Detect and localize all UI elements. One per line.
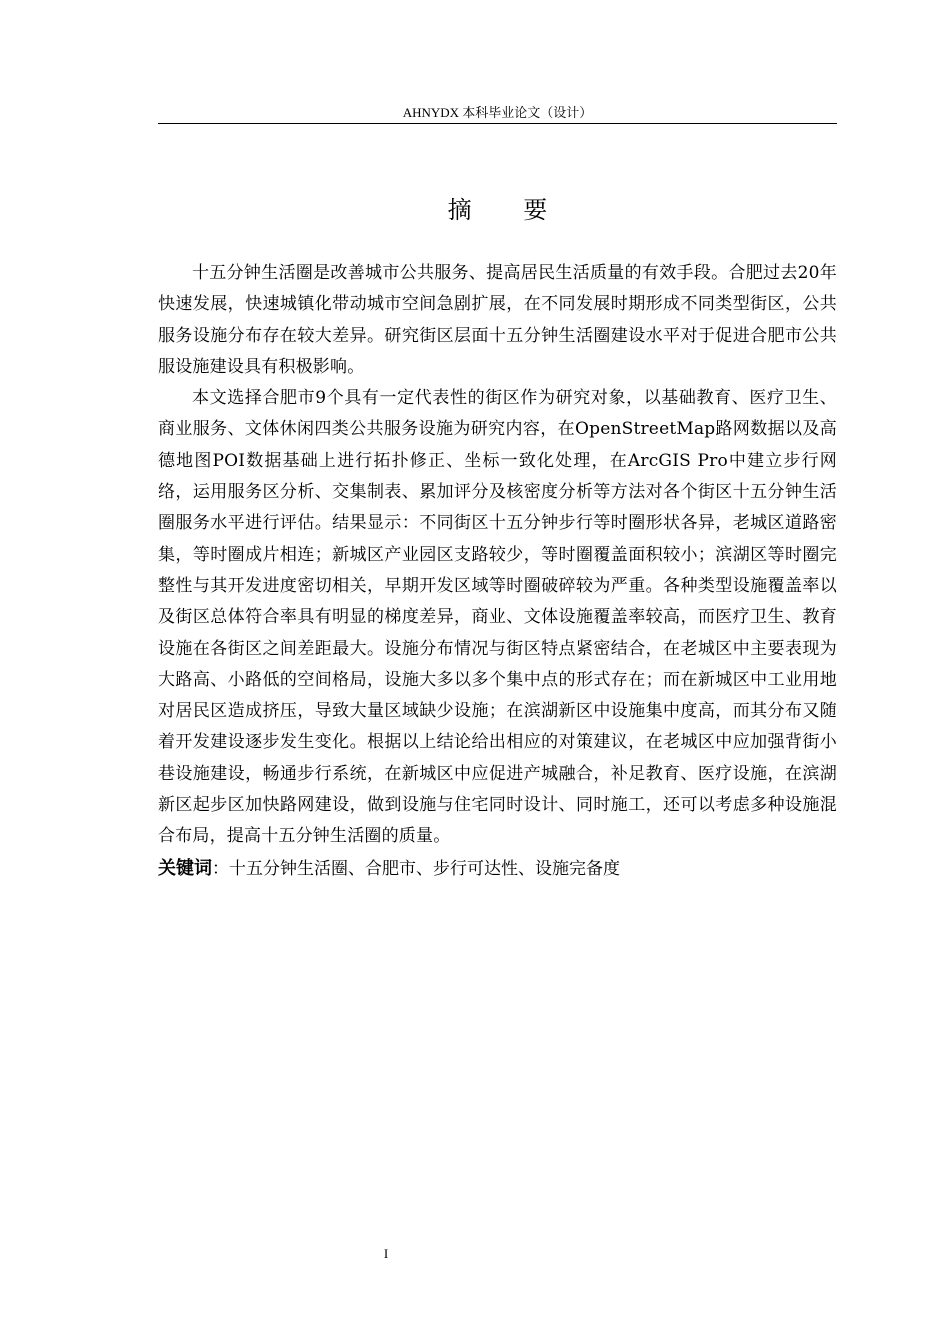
abstract-paragraph-1: 十五分钟生活圈是改善城市公共服务、提高居民生活质量的有效手段。合肥过去20年快速发展，快速城镇化带动城市空间急剧扩展，在不同发展时期形成不同类型街区，公共服务设施分布存在较大差异。研究街区层面十五分钟生活圈建设水平对于促进合肥市公共服设施建设具有积极影响。: [158, 263, 837, 377]
keywords-label: 关键词: [158, 857, 212, 879]
abstract-paragraph-2: 本文选择合肥市9个具有一定代表性的街区作为研究对象，以基础教育、医疗卫生、商业服务、文体休闲四类公共服务设施为研究内容，在OpenStreetMap路网数据以及高德地图POI数据基础上进行拓扑修正、坐标一致化处理，在ArcGIS Pro中建立步行网络，运用服务区分析、交集制表、累加评分及核密度分析等方法对各个街区十五分钟生活圈服务水平进行评估。结果显示：不同街区十五分钟步行等时圈形状各异，老城区道路密集，等时圈成片相连；新城区产业园区支路较少，等时圈覆盖面积较小；滨湖区等时圈完整性与其开发进度密切相关，早期开发区域等时圈破碎较为严重。各种类型设施覆盖率以及街区总体符合率具有明显的梯度差异，商业、文体设施覆盖率较高，而医疗卫生、教育设施在各街区之间差距最大。设施分布情况与街区特点紧密结合，在老城区中主要表现为大路高、小路低的空间格局，设施大多以多个集中点的形式存在；而在新城区中工业用地对居民区造成挤压，导致大量区域缺少设施；在滨湖新区中设施集中度高，而其分布又随着开发建设逐步发生变化。根据以上结论给出相应的对策建议，在老城区中应加强背街小巷设施建设，畅通步行系统，在新城区中应促进产城融合，补足教育、医疗设施，在滨湖新区起步区加快路网建设，做到设施与住宅同时设计、同时施工，还可以考虑多种设施混合布局，提高十五分钟生活圈的质量。: [158, 388, 837, 847]
header-rule: [158, 123, 837, 124]
keywords-line: [158, 853, 837, 885]
keywords-separator: ：: [212, 858, 229, 879]
keywords-text: 十五分钟生活圈、合肥市、步行可达性、设施完备度: [229, 858, 620, 879]
running-header: AHNYDX 本科毕业论文（设计）: [402, 105, 593, 120]
page-number: I: [383, 1246, 389, 1261]
abstract-title: 摘 要: [447, 196, 570, 224]
abstract-body: [158, 258, 837, 885]
